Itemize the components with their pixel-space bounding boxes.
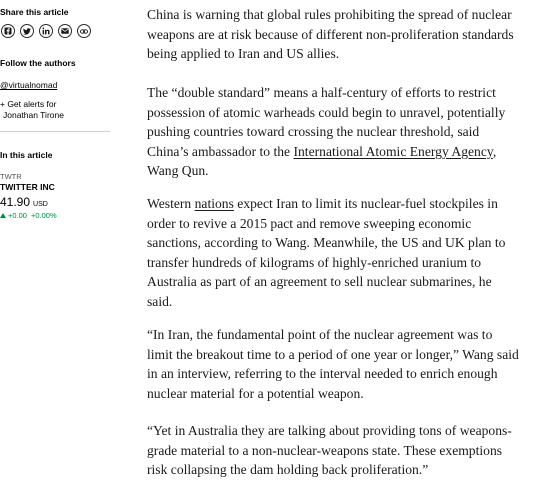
stock-currency: USD — [33, 201, 48, 208]
copy-link-button[interactable] — [77, 24, 91, 38]
text-line: being applied to Iran and US allies. — [147, 46, 340, 61]
text-line: pushing countries toward crossing the nuclear threshold, said — [147, 124, 480, 139]
link-icon — [80, 29, 88, 34]
paragraph-4 — [147, 325, 552, 403]
text-fragment: expect Iran to limit its nuclear-fuel stockpiles in — [233, 196, 498, 211]
paragraph-5 — [147, 421, 552, 480]
text-line: sanctions, according to Wang. Meanwhile, the US and UK plan to — [147, 235, 506, 250]
linkedin-share-button[interactable] — [39, 24, 53, 38]
email-icon — [61, 28, 69, 34]
text-fragment: , — [492, 143, 497, 159]
text-line: Wang Qun. — [147, 163, 209, 178]
alerts-author-name: Jonathan Tirone — [3, 110, 64, 120]
text-line: order to revive a 2015 pact and remove sweeping economic — [147, 215, 472, 231]
stock-change-row — [0, 211, 57, 220]
text-line: Australia as part of an agreement to sell nuclear submarines, he — [147, 274, 492, 289]
text-line: in an interview, referring to the interval needed to enrich enough — [147, 366, 498, 381]
facebook-share-button[interactable] — [1, 24, 15, 38]
nations-link[interactable]: nations — [194, 196, 234, 211]
up-triangle-icon — [0, 213, 6, 218]
text-fragment: China’s ambassador to the — [147, 143, 294, 159]
paragraph-2 — [147, 83, 552, 181]
in-this-article-heading: In this article — [0, 150, 53, 160]
follow-authors-heading: Follow the authors — [0, 58, 76, 68]
paragraph-3 — [147, 194, 552, 311]
text-line: possession of atomic warheads could begin to unravel, potentially — [147, 104, 506, 120]
text-line — [147, 142, 552, 162]
text-line: said. — [147, 293, 173, 309]
text-line: transfer hundreds of kilograms of highly-enriched uranium to — [147, 254, 482, 270]
text-line: The “double standard” means a half-century of efforts to restrict — [147, 85, 496, 100]
text-line: “Yet in Australia they are talking about providing tons of weapons- — [147, 423, 512, 438]
text-line: nuclear material for a potential weapon. — [147, 385, 364, 401]
sidebar-divider — [0, 131, 110, 132]
paragraph-1 — [147, 5, 552, 64]
get-alerts-button[interactable] — [0, 99, 64, 121]
text-fragment: Western — [147, 196, 195, 211]
text-line: weapons are at risk because of different non-proliferation standards — [147, 26, 514, 42]
twitter-icon — [23, 28, 31, 35]
stock-price-row — [0, 196, 48, 209]
stock-ticker[interactable]: TWTR — [0, 172, 22, 181]
twitter-share-button[interactable] — [20, 24, 34, 38]
text-line: limit the breakout time to a period of one year or longer,” Wang said — [147, 346, 519, 362]
stock-change-percent: +0.00% — [30, 211, 57, 220]
share-heading: Share this article — [0, 7, 69, 17]
text-line: grade material to a non-nuclear-weapons state. These exemptions — [147, 442, 503, 458]
text-line — [147, 194, 552, 214]
text-line: risk collapsing the dam holding back proliferation.” — [147, 462, 429, 477]
stock-price: 41.90 — [0, 195, 31, 209]
facebook-icon — [4, 27, 12, 35]
text-line: China is warning that global rules prohibiting the spread of nuclear — [147, 7, 512, 22]
linkedin-icon — [42, 27, 50, 35]
company-name[interactable]: TWITTER INC — [0, 182, 55, 192]
iaea-link[interactable]: International Atomic Energy Agency — [293, 143, 493, 159]
stock-change: +0.00 — [8, 211, 27, 220]
author-handle-link[interactable]: @virtualnomad — [0, 80, 58, 90]
share-buttons — [1, 24, 91, 38]
text-line: “In Iran, the fundamental point of the nuclear agreement was to — [147, 327, 493, 342]
email-share-button[interactable] — [58, 24, 72, 38]
get-alerts-label: + Get alerts for — [0, 99, 57, 109]
